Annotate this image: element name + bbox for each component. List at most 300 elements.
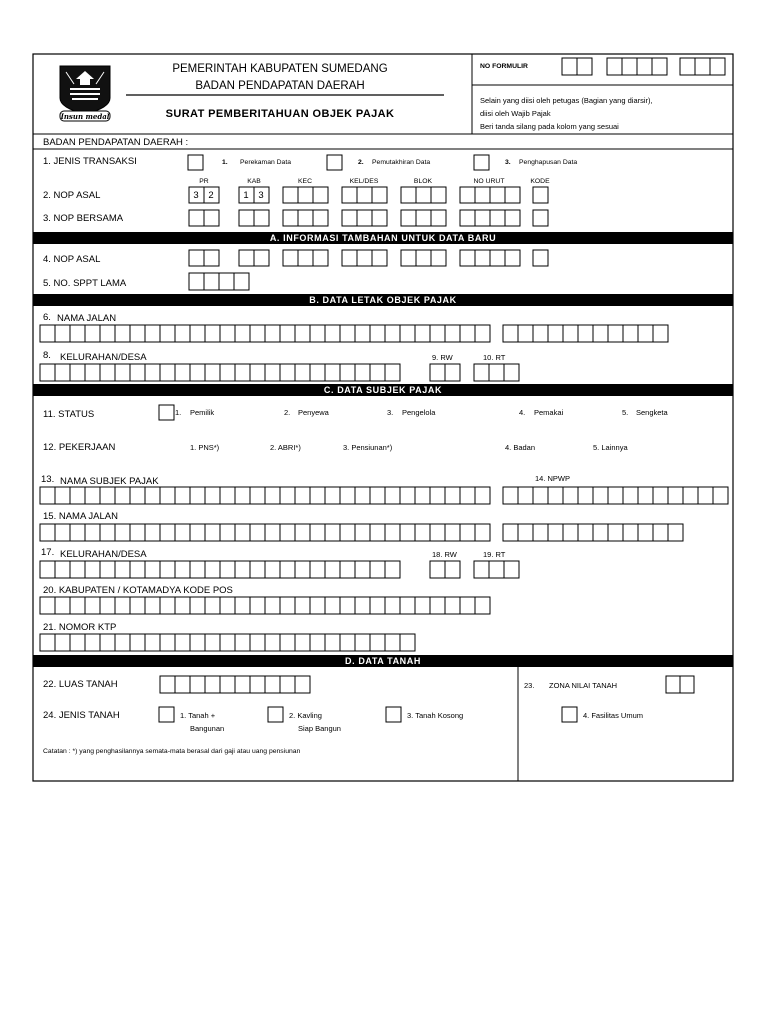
no-formulir-box-b-4[interactable]	[652, 58, 667, 75]
kelurahan-subjek-box-2[interactable]	[55, 561, 70, 578]
luas-tanah-box-4[interactable]	[205, 676, 220, 693]
nop-asal-kec-box-2[interactable]	[298, 187, 313, 203]
nop-asal-no-urut-box-3[interactable]	[490, 187, 505, 203]
npwp-box-14[interactable]	[698, 487, 713, 504]
no-formulir-box-c-2[interactable]	[695, 58, 710, 75]
kelurahan-subjek-box-12[interactable]	[205, 561, 220, 578]
nop-asal-baru-boxes[interactable]	[189, 250, 548, 266]
jenis-tanah-checkbox-3[interactable]	[386, 707, 401, 722]
nop-asal-keldes-box-2[interactable]	[357, 187, 372, 203]
luas-tanah-boxes[interactable]	[160, 676, 310, 693]
kelurahan-subjek-box-15[interactable]	[250, 561, 265, 578]
nop-bersama-pr-box-2[interactable]	[204, 210, 219, 226]
no-formulir-box-b-1[interactable]	[607, 58, 622, 75]
kabupaten-box-30[interactable]	[475, 597, 490, 614]
rw-box-2[interactable]	[445, 364, 460, 381]
kelurahan-boxes[interactable]	[40, 364, 519, 381]
no-formulir-box-c-1[interactable]	[680, 58, 695, 75]
nama-subjek-box-27[interactable]	[430, 487, 445, 504]
ktp-box-13[interactable]	[220, 634, 235, 651]
nama-jalan-subjek-box-20[interactable]	[325, 524, 340, 541]
jenis-tanah-checkbox-4[interactable]	[562, 707, 577, 722]
rt-box-1[interactable]	[474, 364, 489, 381]
kelurahan-box-7[interactable]	[130, 364, 145, 381]
kelurahan-subjek-box-10[interactable]	[175, 561, 190, 578]
nama-jalan-box-15[interactable]	[250, 325, 265, 342]
nop-bersama-keldes-box-1[interactable]	[342, 210, 357, 226]
nama-subjek-box-4[interactable]	[85, 487, 100, 504]
kabupaten-box-14[interactable]	[235, 597, 250, 614]
transaksi-checkbox-1[interactable]	[188, 155, 203, 170]
sppt-lama-boxes[interactable]	[189, 273, 249, 290]
nama-jalan-box-20[interactable]	[325, 325, 340, 342]
no-formulir-boxes[interactable]	[562, 58, 725, 75]
kelurahan-box-14[interactable]	[235, 364, 250, 381]
nama-subjek-box-17[interactable]	[280, 487, 295, 504]
kelurahan-box-18[interactable]	[295, 364, 310, 381]
nama-subjek-box-2[interactable]	[55, 487, 70, 504]
nama-jalan-box-12[interactable]	[205, 325, 220, 342]
kelurahan-subjek-boxes[interactable]	[40, 561, 519, 578]
nop-asal-baru-kab-box-2[interactable]	[254, 250, 269, 266]
nop-asal-baru-no-urut-box-4[interactable]	[505, 250, 520, 266]
jenis-tanah-checkbox-1[interactable]	[159, 707, 174, 722]
luas-tanah-box-10[interactable]	[295, 676, 310, 693]
kabupaten-box-25[interactable]	[400, 597, 415, 614]
npwp-box-2[interactable]	[518, 487, 533, 504]
kelurahan-box-16[interactable]	[265, 364, 280, 381]
no-formulir-box-b-3[interactable]	[637, 58, 652, 75]
ktp-box-24[interactable]	[385, 634, 400, 651]
nama-jalan-ext-box-7[interactable]	[593, 325, 608, 342]
ktp-box-7[interactable]	[130, 634, 145, 651]
nop-asal-baru-no-urut-box-2[interactable]	[475, 250, 490, 266]
nama-subjek-box-18[interactable]	[295, 487, 310, 504]
rt-box-3[interactable]	[504, 364, 519, 381]
ktp-box-1[interactable]	[40, 634, 55, 651]
nama-jalan-subjek-ext-box-7[interactable]	[593, 524, 608, 541]
nama-subjek-box-30[interactable]	[475, 487, 490, 504]
nama-subjek-boxes[interactable]	[40, 487, 490, 504]
kelurahan-subjek-box-20[interactable]	[325, 561, 340, 578]
npwp-box-12[interactable]	[668, 487, 683, 504]
kelurahan-subjek-box-23[interactable]	[370, 561, 385, 578]
nama-jalan-subjek-ext-box-6[interactable]	[578, 524, 593, 541]
ktp-box-11[interactable]	[190, 634, 205, 651]
no-formulir-box-c-3[interactable]	[710, 58, 725, 75]
kelurahan-box-3[interactable]	[70, 364, 85, 381]
nama-jalan-ext-box-5[interactable]	[563, 325, 578, 342]
ktp-box-2[interactable]	[55, 634, 70, 651]
sppt-box-3[interactable]	[219, 273, 234, 290]
nop-bersama-no-urut-box-1[interactable]	[460, 210, 475, 226]
nama-jalan-subjek-box-14[interactable]	[235, 524, 250, 541]
nama-subjek-box-12[interactable]	[205, 487, 220, 504]
kabupaten-box-10[interactable]	[175, 597, 190, 614]
nop-bersama-kode-box-1[interactable]	[533, 210, 548, 226]
rw-box-1[interactable]	[430, 364, 445, 381]
ktp-box-18[interactable]	[295, 634, 310, 651]
nama-jalan-box-13[interactable]	[220, 325, 235, 342]
nama-jalan-subjek-ext-box-10[interactable]	[638, 524, 653, 541]
nama-subjek-box-13[interactable]	[220, 487, 235, 504]
ktp-box-9[interactable]	[160, 634, 175, 651]
npwp-box-11[interactable]	[653, 487, 668, 504]
nop-asal-no-urut-box-1[interactable]	[460, 187, 475, 203]
nama-jalan-ext-box-10[interactable]	[638, 325, 653, 342]
nop-bersama-kec-box-2[interactable]	[298, 210, 313, 226]
kelurahan-subjek-box-22[interactable]	[355, 561, 370, 578]
ktp-box-25[interactable]	[400, 634, 415, 651]
nama-subjek-box-16[interactable]	[265, 487, 280, 504]
kabupaten-box-22[interactable]	[355, 597, 370, 614]
nama-jalan-ext-box-6[interactable]	[578, 325, 593, 342]
kabupaten-box-7[interactable]	[130, 597, 145, 614]
nama-jalan-subjek-box-13[interactable]	[220, 524, 235, 541]
zona-box-1[interactable]	[666, 676, 680, 693]
kabupaten-box-29[interactable]	[460, 597, 475, 614]
nomor-ktp-boxes[interactable]	[40, 634, 415, 651]
kelurahan-subjek-box-17[interactable]	[280, 561, 295, 578]
kabupaten-box-15[interactable]	[250, 597, 265, 614]
nama-jalan-box-27[interactable]	[430, 325, 445, 342]
nop-bersama-kab-box-2[interactable]	[254, 210, 269, 226]
kelurahan-subjek-box-14[interactable]	[235, 561, 250, 578]
nama-jalan-ext-box-2[interactable]	[518, 325, 533, 342]
nama-jalan-subjek-box-3[interactable]	[70, 524, 85, 541]
nama-jalan-subjek-box-1[interactable]	[40, 524, 55, 541]
nama-jalan-ext-box-11[interactable]	[653, 325, 668, 342]
nama-jalan-subjek-box-30[interactable]	[475, 524, 490, 541]
nop-asal-baru-kab-box-1[interactable]	[239, 250, 254, 266]
rt-box-2[interactable]	[489, 364, 504, 381]
nama-subjek-box-28[interactable]	[445, 487, 460, 504]
sppt-box-1[interactable]	[189, 273, 204, 290]
kelurahan-box-17[interactable]	[280, 364, 295, 381]
luas-tanah-box-9[interactable]	[280, 676, 295, 693]
kabupaten-box-16[interactable]	[265, 597, 280, 614]
nama-subjek-box-3[interactable]	[70, 487, 85, 504]
ktp-box-3[interactable]	[70, 634, 85, 651]
nama-jalan-box-14[interactable]	[235, 325, 250, 342]
nama-jalan-subjek-box-26[interactable]	[415, 524, 430, 541]
nama-jalan-subjek-box-17[interactable]	[280, 524, 295, 541]
nop-asal-kec-box-3[interactable]	[313, 187, 328, 203]
rw-subjek-box-1[interactable]	[430, 561, 445, 578]
npwp-box-4[interactable]	[548, 487, 563, 504]
ktp-box-15[interactable]	[250, 634, 265, 651]
nama-jalan-subjek-box-9[interactable]	[160, 524, 175, 541]
kelurahan-subjek-box-24[interactable]	[385, 561, 400, 578]
kabupaten-box-19[interactable]	[310, 597, 325, 614]
kabupaten-box-18[interactable]	[295, 597, 310, 614]
kelurahan-box-6[interactable]	[115, 364, 130, 381]
luas-tanah-box-6[interactable]	[235, 676, 250, 693]
nama-jalan-subjek-box-15[interactable]	[250, 524, 265, 541]
ktp-box-21[interactable]	[340, 634, 355, 651]
kelurahan-subjek-box-13[interactable]	[220, 561, 235, 578]
no-formulir-box-a-2[interactable]	[577, 58, 592, 75]
nama-jalan-subjek-box-22[interactable]	[355, 524, 370, 541]
kabupaten-box-9[interactable]	[160, 597, 175, 614]
ktp-box-19[interactable]	[310, 634, 325, 651]
nama-jalan-box-25[interactable]	[400, 325, 415, 342]
nama-subjek-box-24[interactable]	[385, 487, 400, 504]
kelurahan-box-24[interactable]	[385, 364, 400, 381]
kabupaten-boxes[interactable]	[40, 597, 490, 614]
luas-tanah-box-1[interactable]	[160, 676, 175, 693]
kabupaten-box-23[interactable]	[370, 597, 385, 614]
rt-subjek-box-1[interactable]	[474, 561, 489, 578]
nama-jalan-box-4[interactable]	[85, 325, 100, 342]
kelurahan-subjek-box-5[interactable]	[100, 561, 115, 578]
rt-subjek-box-2[interactable]	[489, 561, 504, 578]
kelurahan-box-4[interactable]	[85, 364, 100, 381]
kelurahan-subjek-box-7[interactable]	[130, 561, 145, 578]
nama-jalan-subjek-box-21[interactable]	[340, 524, 355, 541]
kelurahan-subjek-box-19[interactable]	[310, 561, 325, 578]
nama-subjek-box-26[interactable]	[415, 487, 430, 504]
nama-jalan-subjek-box-10[interactable]	[175, 524, 190, 541]
transaksi-checkbox-2[interactable]	[327, 155, 342, 170]
nama-jalan-subjek-ext-box-8[interactable]	[608, 524, 623, 541]
kabupaten-box-3[interactable]	[70, 597, 85, 614]
nop-asal-baru-pr-box-2[interactable]	[204, 250, 219, 266]
kelurahan-box-9[interactable]	[160, 364, 175, 381]
nama-subjek-box-6[interactable]	[115, 487, 130, 504]
nama-jalan-subjek-box-11[interactable]	[190, 524, 205, 541]
kelurahan-subjek-box-4[interactable]	[85, 561, 100, 578]
rt-subjek-box-3[interactable]	[504, 561, 519, 578]
nama-jalan-subjek-box-24[interactable]	[385, 524, 400, 541]
nama-jalan-box-11[interactable]	[190, 325, 205, 342]
kabupaten-box-5[interactable]	[100, 597, 115, 614]
nama-jalan-subjek-box-16[interactable]	[265, 524, 280, 541]
ktp-box-4[interactable]	[85, 634, 100, 651]
nama-subjek-box-5[interactable]	[100, 487, 115, 504]
kelurahan-box-8[interactable]	[145, 364, 160, 381]
nama-jalan-box-2[interactable]	[55, 325, 70, 342]
status-checkbox[interactable]	[159, 405, 174, 420]
npwp-box-7[interactable]	[593, 487, 608, 504]
nama-subjek-box-7[interactable]	[130, 487, 145, 504]
nama-jalan-ext-box-9[interactable]	[623, 325, 638, 342]
kelurahan-subjek-box-18[interactable]	[295, 561, 310, 578]
nop-asal-baru-pr-box-1[interactable]	[189, 250, 204, 266]
ktp-box-22[interactable]	[355, 634, 370, 651]
ktp-box-14[interactable]	[235, 634, 250, 651]
kelurahan-subjek-box-1[interactable]	[40, 561, 55, 578]
npwp-boxes[interactable]	[503, 487, 728, 504]
ktp-box-5[interactable]	[100, 634, 115, 651]
kabupaten-box-4[interactable]	[85, 597, 100, 614]
luas-tanah-box-2[interactable]	[175, 676, 190, 693]
nama-jalan-box-3[interactable]	[70, 325, 85, 342]
kabupaten-box-1[interactable]	[40, 597, 55, 614]
nama-subjek-box-10[interactable]	[175, 487, 190, 504]
ktp-box-6[interactable]	[115, 634, 130, 651]
kabupaten-box-8[interactable]	[145, 597, 160, 614]
kelurahan-box-21[interactable]	[340, 364, 355, 381]
nop-asal-no-urut-box-4[interactable]	[505, 187, 520, 203]
nama-jalan-box-28[interactable]	[445, 325, 460, 342]
nop-bersama-kec-box-3[interactable]	[313, 210, 328, 226]
kabupaten-box-6[interactable]	[115, 597, 130, 614]
ktp-box-12[interactable]	[205, 634, 220, 651]
nama-jalan-subjek-ext-box-5[interactable]	[563, 524, 578, 541]
nama-jalan-box-26[interactable]	[415, 325, 430, 342]
nama-jalan-box-10[interactable]	[175, 325, 190, 342]
nama-subjek-box-21[interactable]	[340, 487, 355, 504]
nama-jalan-subjek-box-18[interactable]	[295, 524, 310, 541]
kelurahan-box-22[interactable]	[355, 364, 370, 381]
nop-asal-blok-box-3[interactable]	[431, 187, 446, 203]
kabupaten-box-28[interactable]	[445, 597, 460, 614]
nop-bersama-pr-box-1[interactable]	[189, 210, 204, 226]
nama-jalan-subjek-ext-box-11[interactable]	[653, 524, 668, 541]
nama-jalan-box-29[interactable]	[460, 325, 475, 342]
luas-tanah-box-5[interactable]	[220, 676, 235, 693]
nop-bersama-no-urut-box-4[interactable]	[505, 210, 520, 226]
nop-asal-blok-box-2[interactable]	[416, 187, 431, 203]
nama-jalan-subjek-ext-box-1[interactable]	[503, 524, 518, 541]
nama-subjek-box-8[interactable]	[145, 487, 160, 504]
transaksi-checkbox-3[interactable]	[474, 155, 489, 170]
nama-jalan-box-7[interactable]	[130, 325, 145, 342]
nop-bersama-blok-box-2[interactable]	[416, 210, 431, 226]
no-formulir-box-a-1[interactable]	[562, 58, 577, 75]
nama-jalan-subjek-box-5[interactable]	[100, 524, 115, 541]
nama-subjek-box-29[interactable]	[460, 487, 475, 504]
nop-bersama-no-urut-box-2[interactable]	[475, 210, 490, 226]
nama-subjek-box-14[interactable]	[235, 487, 250, 504]
kelurahan-box-15[interactable]	[250, 364, 265, 381]
nama-jalan-box-18[interactable]	[295, 325, 310, 342]
nama-subjek-box-1[interactable]	[40, 487, 55, 504]
zona-nilai-boxes[interactable]	[666, 676, 694, 693]
kabupaten-box-13[interactable]	[220, 597, 235, 614]
nop-asal-baru-keldes-box-1[interactable]	[342, 250, 357, 266]
kelurahan-subjek-box-8[interactable]	[145, 561, 160, 578]
nama-jalan-subjek-box-23[interactable]	[370, 524, 385, 541]
nama-subjek-box-19[interactable]	[310, 487, 325, 504]
nama-jalan-subjek-box-25[interactable]	[400, 524, 415, 541]
nop-asal-baru-no-urut-box-1[interactable]	[460, 250, 475, 266]
nama-jalan-ext-box-3[interactable]	[533, 325, 548, 342]
npwp-box-9[interactable]	[623, 487, 638, 504]
nop-asal-kode-box-1[interactable]	[533, 187, 548, 203]
ktp-box-17[interactable]	[280, 634, 295, 651]
nama-jalan-subjek-boxes[interactable]	[40, 524, 683, 541]
ktp-box-23[interactable]	[370, 634, 385, 651]
kabupaten-box-24[interactable]	[385, 597, 400, 614]
nop-asal-baru-kec-box-3[interactable]	[313, 250, 328, 266]
nama-jalan-box-21[interactable]	[340, 325, 355, 342]
kabupaten-box-12[interactable]	[205, 597, 220, 614]
nama-jalan-subjek-ext-box-2[interactable]	[518, 524, 533, 541]
nama-jalan-subjek-box-4[interactable]	[85, 524, 100, 541]
nop-bersama-no-urut-box-3[interactable]	[490, 210, 505, 226]
npwp-box-13[interactable]	[683, 487, 698, 504]
kelurahan-box-11[interactable]	[190, 364, 205, 381]
nama-jalan-boxes[interactable]	[40, 325, 668, 342]
nama-jalan-box-9[interactable]	[160, 325, 175, 342]
kelurahan-box-13[interactable]	[220, 364, 235, 381]
nop-bersama-blok-box-1[interactable]	[401, 210, 416, 226]
nop-asal-baru-kec-box-2[interactable]	[298, 250, 313, 266]
kabupaten-box-20[interactable]	[325, 597, 340, 614]
nama-jalan-subjek-box-12[interactable]	[205, 524, 220, 541]
kelurahan-subjek-box-11[interactable]	[190, 561, 205, 578]
nop-bersama-kec-box-1[interactable]	[283, 210, 298, 226]
kelurahan-subjek-box-3[interactable]	[70, 561, 85, 578]
nop-asal-keldes-box-1[interactable]	[342, 187, 357, 203]
nop-asal-baru-kode-box-1[interactable]	[533, 250, 548, 266]
nama-jalan-subjek-box-27[interactable]	[430, 524, 445, 541]
kelurahan-subjek-box-21[interactable]	[340, 561, 355, 578]
kelurahan-subjek-box-9[interactable]	[160, 561, 175, 578]
kabupaten-box-11[interactable]	[190, 597, 205, 614]
kelurahan-box-1[interactable]	[40, 364, 55, 381]
nop-bersama-keldes-box-2[interactable]	[357, 210, 372, 226]
nama-subjek-box-25[interactable]	[400, 487, 415, 504]
npwp-box-6[interactable]	[578, 487, 593, 504]
nama-jalan-subjek-box-19[interactable]	[310, 524, 325, 541]
nama-jalan-subjek-ext-box-3[interactable]	[533, 524, 548, 541]
nama-jalan-box-22[interactable]	[355, 325, 370, 342]
nop-asal-keldes-box-3[interactable]	[372, 187, 387, 203]
nop-asal-kec-box-1[interactable]	[283, 187, 298, 203]
nama-subjek-box-9[interactable]	[160, 487, 175, 504]
zona-box-2[interactable]	[680, 676, 694, 693]
nama-jalan-box-5[interactable]	[100, 325, 115, 342]
kabupaten-box-2[interactable]	[55, 597, 70, 614]
nama-jalan-ext-box-1[interactable]	[503, 325, 518, 342]
nama-jalan-subjek-box-2[interactable]	[55, 524, 70, 541]
kelurahan-box-12[interactable]	[205, 364, 220, 381]
ktp-box-10[interactable]	[175, 634, 190, 651]
npwp-box-15[interactable]	[713, 487, 728, 504]
nama-jalan-subjek-ext-box-9[interactable]	[623, 524, 638, 541]
jenis-tanah-checkbox-2[interactable]	[268, 707, 283, 722]
nama-jalan-box-1[interactable]	[40, 325, 55, 342]
npwp-box-3[interactable]	[533, 487, 548, 504]
sppt-box-4[interactable]	[234, 273, 249, 290]
nop-asal-blok-box-1[interactable]	[401, 187, 416, 203]
nama-jalan-box-19[interactable]	[310, 325, 325, 342]
nop-asal-baru-keldes-box-2[interactable]	[357, 250, 372, 266]
no-formulir-box-b-2[interactable]	[622, 58, 637, 75]
luas-tanah-box-7[interactable]	[250, 676, 265, 693]
nama-subjek-box-11[interactable]	[190, 487, 205, 504]
nama-jalan-subjek-box-28[interactable]	[445, 524, 460, 541]
kelurahan-box-10[interactable]	[175, 364, 190, 381]
kabupaten-box-26[interactable]	[415, 597, 430, 614]
nama-jalan-box-8[interactable]	[145, 325, 160, 342]
nama-subjek-box-23[interactable]	[370, 487, 385, 504]
nama-jalan-subjek-ext-box-12[interactable]	[668, 524, 683, 541]
rw-subjek-box-2[interactable]	[445, 561, 460, 578]
kabupaten-box-17[interactable]	[280, 597, 295, 614]
nama-subjek-box-22[interactable]	[355, 487, 370, 504]
ktp-box-20[interactable]	[325, 634, 340, 651]
nop-asal-baru-blok-box-2[interactable]	[416, 250, 431, 266]
nama-jalan-ext-box-8[interactable]	[608, 325, 623, 342]
kelurahan-box-23[interactable]	[370, 364, 385, 381]
kelurahan-subjek-box-6[interactable]	[115, 561, 130, 578]
nop-asal-baru-no-urut-box-3[interactable]	[490, 250, 505, 266]
nop-asal-baru-keldes-box-3[interactable]	[372, 250, 387, 266]
